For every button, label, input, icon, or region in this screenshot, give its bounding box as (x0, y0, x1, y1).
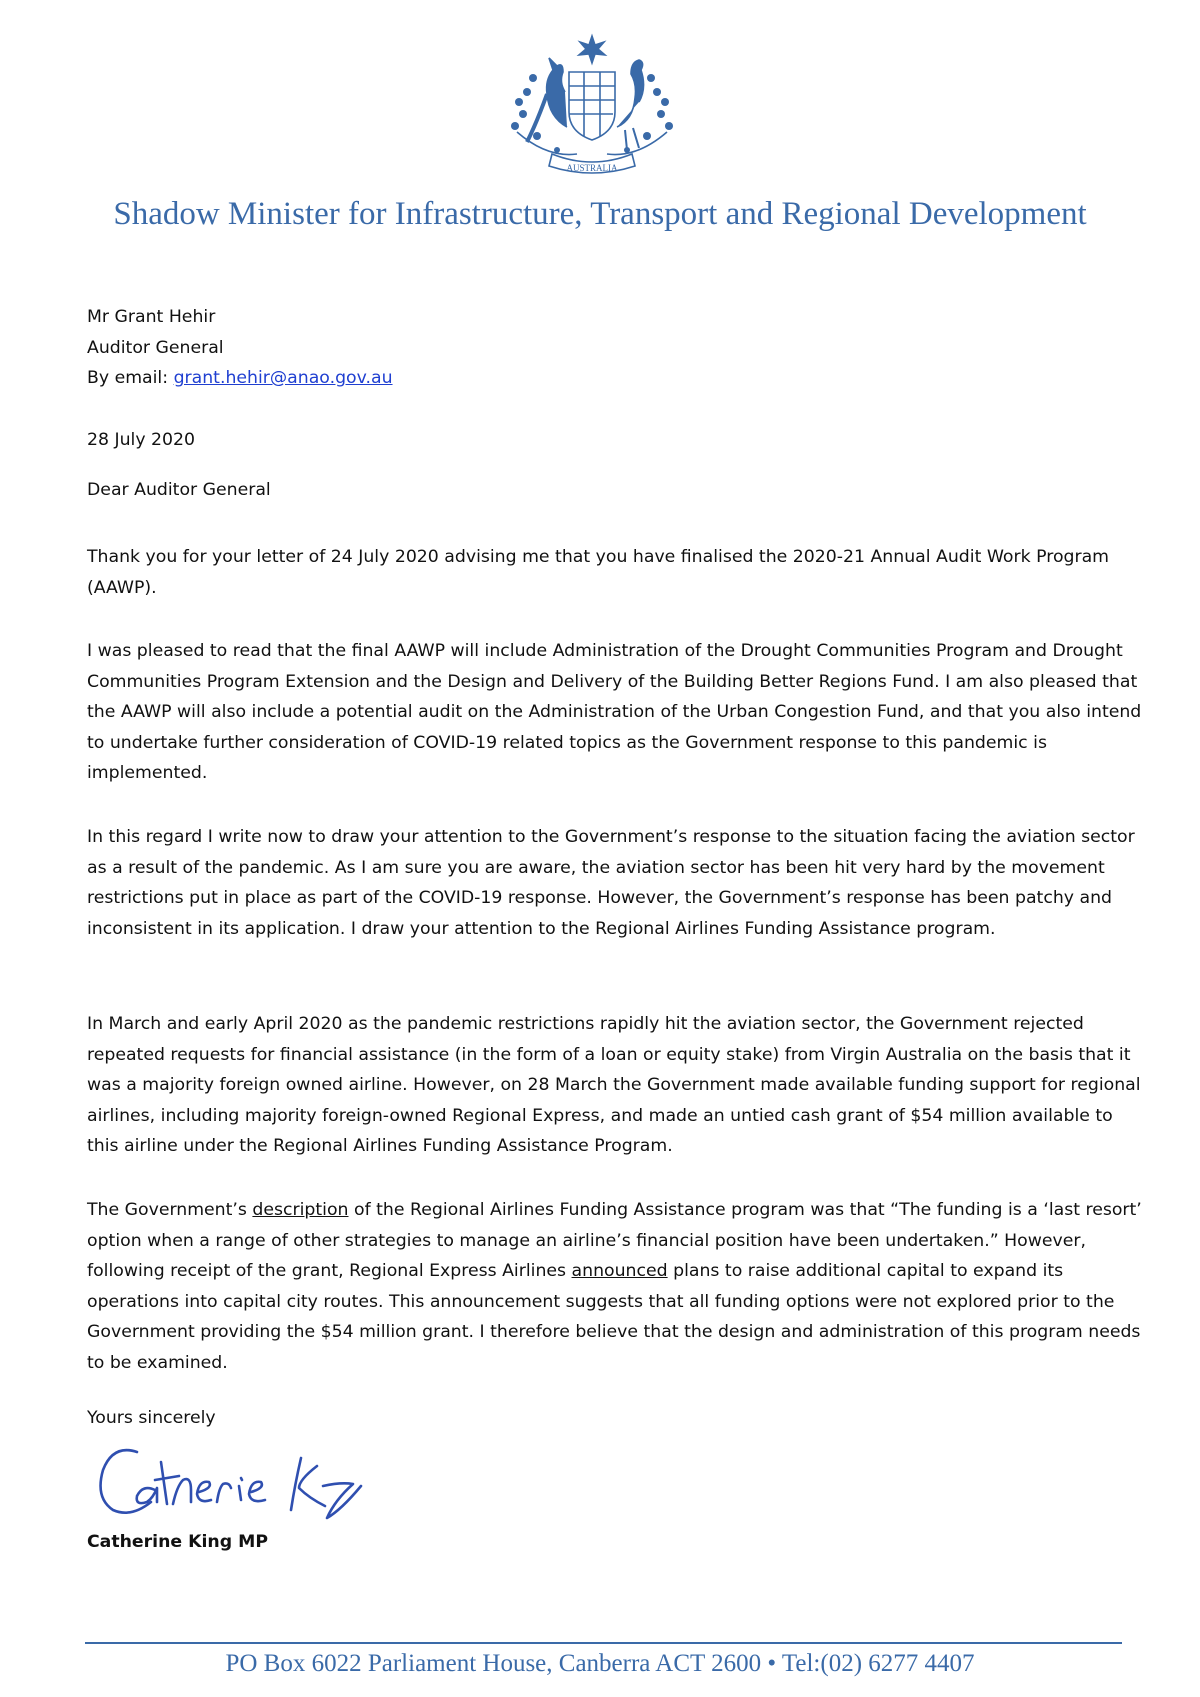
paragraph-5-text-c: plans to raise additional capital to expand its operations into capital city routes. This announcement suggests that all funding options were not explored prior to the Government providing the $54 million grant. I therefore believe that the design and administration of this program needs to be examined. (87, 1261, 1141, 1373)
paragraph-5-text-b: of the Regional Airlines Funding Assistance program was that “The funding is a ‘last resort’ option when a range of other strategies to manage an airline’s financial position have been undertaken.” However, following receipt of the grant, Regional Express Airlines (87, 1200, 1142, 1282)
handwritten-signature-icon (95, 1440, 415, 1525)
recipient-block (87, 302, 1147, 394)
recipient-name: Mr Grant Hehir (87, 307, 216, 327)
crest-label: AUSTRALIA (566, 163, 618, 173)
recipient-position: Auditor General (87, 337, 224, 358)
paragraph-1: Thank you for your letter of 24 July 2020 advising me that you have finalised the 2020-21 Annual Audit Work Program (AAWP). (87, 547, 1110, 598)
announced-link[interactable]: announced (571, 1261, 668, 1282)
paragraph-2: I was pleased to read that the final AAWP will include Administration of the Drought Communities Program and Drought Communities Program Extension and the Design and Delivery of the Building Better Regions Fund. I am also pleased that the AAWP will also include a potential audit on the Administration of the Urban Congestion Fund, and that you also intend to undertake further consideration of COVID-19 related topics as the Government response to this pandemic is implemented. (87, 641, 1142, 784)
letter-date: 28 July 2020 (87, 430, 196, 450)
salutation: Dear Auditor General (87, 480, 271, 500)
coat-of-arms-icon (497, 32, 687, 182)
recipient-email-line (87, 363, 1147, 394)
letterhead-title: Shadow Minister for Infrastructure, Transport and Regional Development (113, 196, 1087, 232)
footer-address: PO Box 6022 Parliament House, Canberra ACT 2600 • Tel:(02) 6277 4407 (225, 1650, 975, 1677)
paragraph-4: In March and early April 2020 as the pandemic restrictions rapidly hit the aviation sector, the Government rejected repeated requests for financial assistance (in the form of a loan or equity stake) from Virgin Australia on the basis that it was a majority foreign owned airline. However, on 28 March the Government made available funding support for regional airlines, including majority foreign-owned Regional Express, and made an untied cash grant of $54 million available to this airline under the Regional Airlines Funding Assistance Program. (87, 1014, 1141, 1157)
paragraph-5-text-a: The Government’s (87, 1200, 253, 1221)
email-label: By email: (87, 368, 174, 388)
footer-divider (85, 1642, 1122, 1644)
signatory-name: Catherine King MP (87, 1532, 268, 1552)
description-link[interactable]: description (252, 1200, 349, 1221)
paragraph-5 (87, 1195, 1147, 1378)
email-link[interactable]: grant.hehir@anao.gov.au (173, 368, 393, 388)
sign-off: Yours sincerely (87, 1408, 216, 1428)
paragraph-3: In this regard I write now to draw your attention to the Government’s response to the situation facing the aviation sector as a result of the pandemic. As I am sure you are aware, the aviation sector has been hit very hard by the movement restrictions put in place as part of the COVID-19 response. However, the Government’s response has been patchy and inconsistent in its application. I draw your attention to the Regional Airlines Funding Assistance program. (87, 827, 1135, 939)
